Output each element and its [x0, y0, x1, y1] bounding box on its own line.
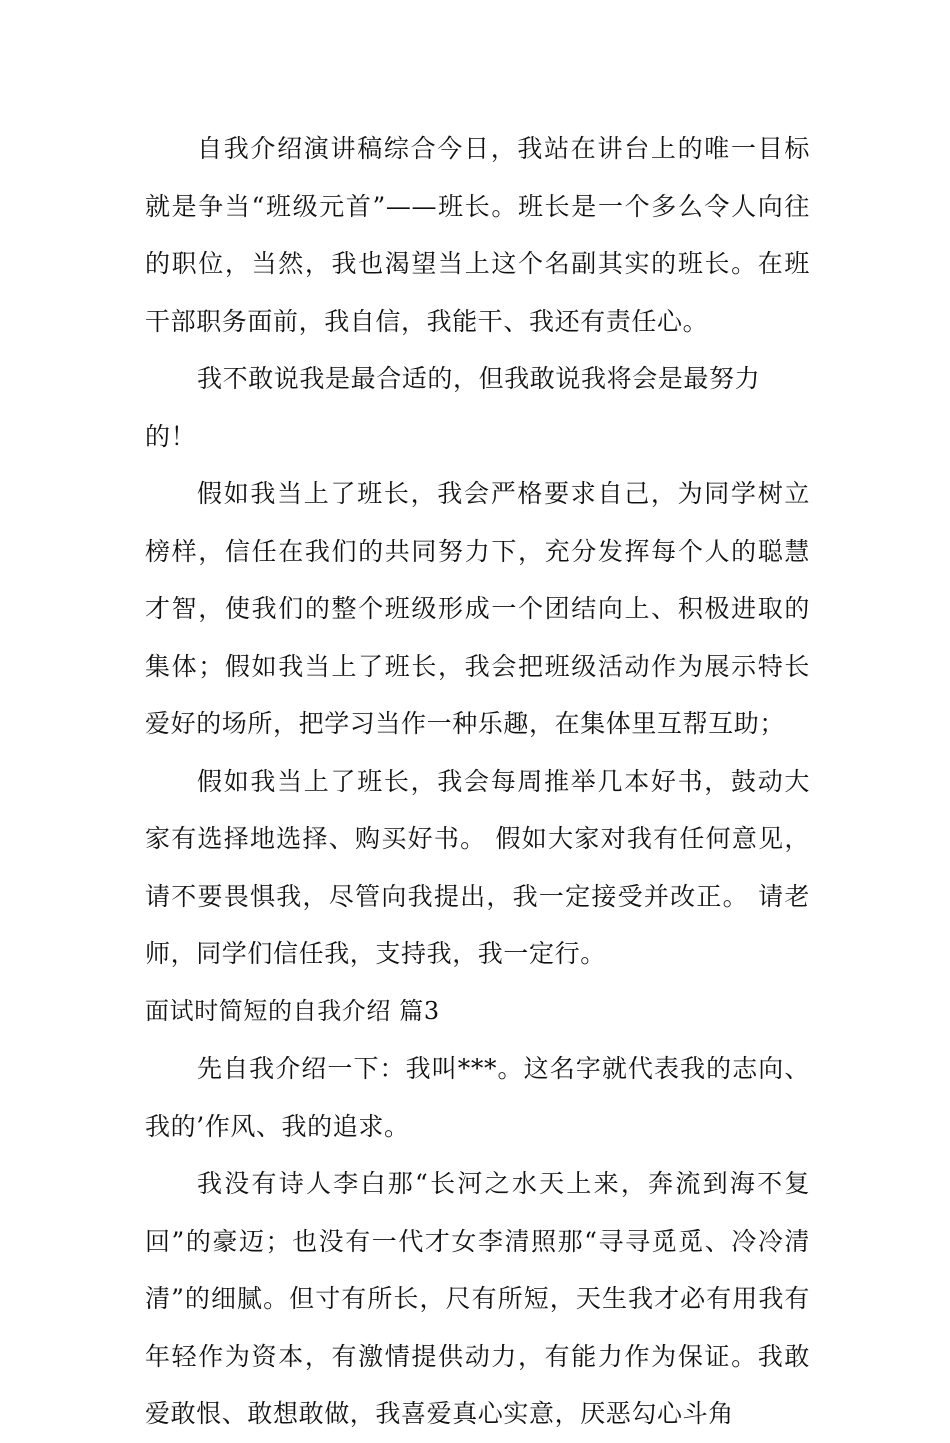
paragraph-plan-1: 假如我当上了班长，我会严格要求自己，为同学树立榜样，信任在我们的共同努力下，充分发挥每个人的聪慧才智，使我们的整个班级形成一个团结向上、积极进取的集体；假如我当上了班长，我会把班级活动作为展示特长爱好的场所，把学习当作一种乐趣，在集体里互帮互助； — [145, 479, 810, 738]
paragraph-intro: 自我介绍演讲稿综合今日，我站在讲台上的唯一目标就是争当“班级元首”——班长。班长是一个多么令人向往的职位，当然，我也渴望当上这个名副其实的班长。在班干部职务面前，我自信，我能干、我还有责任心。 — [145, 134, 810, 336]
paragraph-plan-2: 假如我当上了班长，我会每周推举几本好书，鼓动大家有选择地选择、购买好书。 假如大家对我有任何意见，请不要畏惧我，尽管向我提出，我一定接受并改正。 请老师，同学们信任我，支持我，我一定行。 — [145, 766, 810, 968]
document-page — [145, 120, 810, 1443]
paragraph-self-intro: 先自我介绍一下：我叫***。这名字就代表我的志向、我的’作风、我的追求。 — [145, 1054, 810, 1141]
paragraph-confidence: 我不敢说我是最合适的，但我敢说我将会是最努力的！ — [145, 364, 761, 451]
section-heading: 面试时简短的自我介绍 篇3 — [145, 996, 440, 1025]
paragraph-character: 我没有诗人李白那“长河之水天上来，奔流到海不复回”的豪迈；也没有一代才女李清照那“寻寻觅觅、冷冷清清”的细腻。但寸有所长，尺有所短，天生我才必有用我有年轻作为资本，有激情提供动力，有能力作为保证。我敢爱敢恨、敢想敢做，我喜爱真心实意，厌恶勾心斗角 — [145, 1169, 810, 1428]
